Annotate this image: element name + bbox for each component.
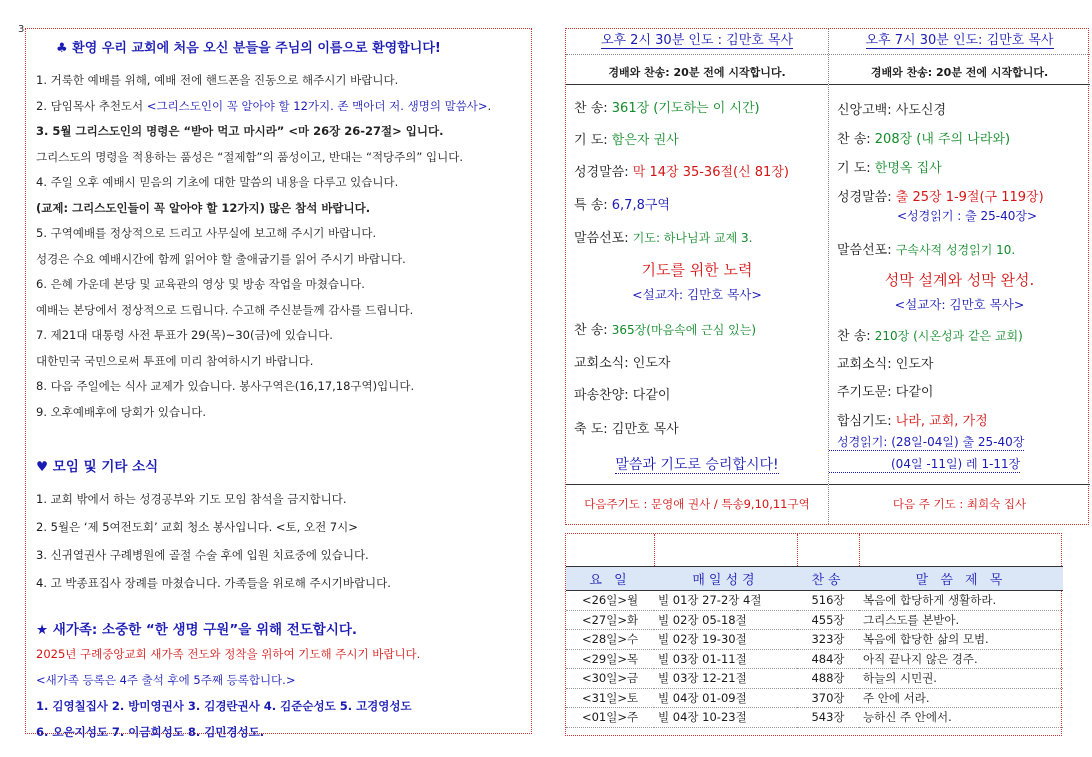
evening-service	[829, 29, 1090, 524]
scripture-row: 성경말씀: 막 14장 35-36절(신 81장)	[574, 165, 789, 180]
passage-cell: 빌 04장 01-09절	[654, 688, 797, 708]
sermon-title: 성막 설계와 성막 완성.	[884, 271, 1035, 289]
title-cell: 아직 끝나지 않은 경주.	[859, 649, 1063, 669]
hymn-cell: 370장	[797, 688, 859, 708]
welcome-title: ♣ 환영 우리 교회에 처음 오신 분들을 주님의 이름으로 환영합니다!	[56, 41, 441, 56]
new-family-names: 6. 오은지성도 7. 이금희성도 8. 김민경성도.	[36, 725, 265, 739]
notice-item: 2. 담임목사 추천도서 <그리스도인이 꼭 알아야 할 12가지. 존 맥아더 저. 생명의 말씀사>.	[36, 98, 492, 113]
welcome-list	[36, 68, 521, 425]
sendoff-row: 파송찬양: 다같이	[574, 388, 671, 403]
day-cell: <31일>토	[566, 688, 654, 708]
day-cell: <26일>월	[566, 591, 654, 611]
news-item: 1. 교회 밖에서 하는 성경공부와 기도 모임 참석을 금지합니다.	[36, 492, 347, 506]
benediction-row: 축 도: 김만호 목사	[574, 422, 679, 437]
table-row	[566, 610, 1063, 630]
table-header-row	[566, 567, 1063, 591]
passage-cell: 빌 02장 19-30절	[654, 630, 797, 650]
title-cell: 복음에 합당한 삶의 모범.	[859, 630, 1063, 650]
church-news-row: 교회소식: 인도자	[574, 356, 671, 371]
news-item: 4. 고 박종표집사 장례를 마쳤습니다. 가족들을 위로해 주시기바랍니다.	[36, 576, 391, 590]
notice-item: 그리스도의 명령을 적용하는 품성은 “절제함”의 품성이고, 반대는 “적당주의” 입니다.	[36, 149, 463, 164]
news-item: 2. 5월은 ‘제 5여전도회’ 교회 청소 봉사입니다. <토, 오전 7시>	[36, 520, 358, 534]
lords-prayer-row: 주기도문: 다같이	[837, 385, 934, 400]
table-row	[566, 649, 1063, 669]
new-family-prayer: 2025년 구례중앙교회 새가족 전도와 정착을 위하여 기도해 주시기 바랍니다.	[36, 647, 421, 661]
day-cell: <29일>목	[566, 649, 654, 669]
table-row	[566, 669, 1063, 689]
table-row	[566, 708, 1063, 728]
hymn-row: 찬 송: 365장(마음속에 근심 있는)	[574, 323, 757, 338]
notice-item: 4. 주일 오후 예배시 믿음의 기초에 대한 말씀의 내용을 다루고 있습니다.	[36, 175, 399, 189]
slogan: 말씀과 기도로 승리합시다!	[615, 457, 779, 473]
special-song-row: 특 송: 6,7,8구역	[574, 198, 670, 213]
afternoon-service	[566, 29, 829, 524]
notice-item: 5. 구역예배를 정상적으로 드리고 사무실에 보고해 주시기 바랍니다.	[36, 226, 377, 240]
table-row	[566, 630, 1063, 650]
col-hymn: 찬송	[797, 567, 859, 591]
praise-notice: 경배와 찬송: 20분 전에 시작합니다.	[566, 55, 828, 85]
sermon-title: 기도를 위한 노력	[641, 261, 753, 279]
col-title: 말 씀 제 목	[859, 567, 1063, 591]
hymn-cell: 516장	[797, 591, 859, 611]
page-number: 3	[18, 24, 25, 35]
notice-item: 성경은 수요 예배시간에 함께 읽어야 할 출애굽기를 읽어 주시기 바랍니다.	[36, 251, 406, 266]
preacher: <설교자: 김만호 목사>	[894, 297, 1025, 312]
praise-notice: 경배와 찬송: 20분 전에 시작합니다.	[829, 55, 1090, 85]
title-cell: 능하신 주 안에서.	[859, 708, 1063, 728]
day-cell: <28일>수	[566, 630, 654, 650]
passage-cell: 빌 02장 05-18절	[654, 610, 797, 630]
preacher: <설교자: 김만호 목사>	[632, 287, 762, 302]
notice-item: 7. 제21대 대통령 사전 투표가 29(목)~30(금)에 있습니다.	[36, 328, 333, 342]
passage-cell: 빌 03장 01-11절	[654, 649, 797, 669]
prayer-row: 기 도: 함은자 권사	[574, 133, 679, 148]
notice-item: (교제: 그리스도인들이 꼭 알아야 할 12가지) 많은 참석 바랍니다.	[36, 200, 371, 215]
hymn-row: 찬 송: 210장 (시온성과 같은 교회)	[837, 329, 1023, 344]
news-item: 3. 신귀열권사 구례병원에 골절 수술 후에 입원 치료중에 있습니다.	[36, 548, 369, 562]
sermon-row: 말씀선포: 구속사적 성경읽기 10.	[837, 243, 1016, 258]
church-news-row: 교회소식: 인도자	[837, 357, 934, 372]
service-header: 오후 7시 30분 인도: 김만호 목사	[829, 29, 1090, 55]
service-header: 오후 2시 30분 인도 : 김만호 목사	[566, 29, 828, 55]
news-list	[36, 485, 521, 597]
notice-item: 1. 거룩한 예배를 위해, 예배 전에 핸드폰을 진동으로 해주시기 바랍니다.	[36, 73, 399, 87]
title-cell: 주 안에 서라.	[859, 688, 1063, 708]
title-cell: 복음에 합당하게 생활하라.	[859, 591, 1063, 611]
daily-bible-table	[565, 533, 1062, 736]
sermon-row: 말씀선포: 기도: 하나님과 교제 3.	[574, 231, 753, 246]
day-cell: <01일>주	[566, 708, 654, 728]
reading-schedule: 성경읽기: (28일-04일) 출 25-40장	[829, 433, 1024, 451]
prayer-row: 기 도: 한명옥 집사	[837, 161, 942, 176]
notice-item: 8. 다음 주일에는 식사 교제가 있습니다. 봉사구역은(16,17,18구역)입니다.	[36, 379, 415, 393]
new-family-title: ★ 새가족: 소중한 “한 생명 구원”을 위해 전도합시다.	[36, 622, 358, 638]
hymn-row: 찬 송: 361장 (기도하는 이 시간)	[574, 101, 760, 116]
table-row	[566, 688, 1063, 708]
hymn-cell: 488장	[797, 669, 859, 689]
passage-cell: 빌 01장 27-2장 4절	[654, 591, 797, 611]
table-spacer	[566, 534, 1061, 566]
notice-item: 예배는 본당에서 정상적으로 드립니다. 수고해 주신분들께 감사를 드립니다.	[36, 302, 414, 317]
creed-row: 신앙고백: 사도신경	[837, 103, 946, 118]
reading-schedule: (04일 -11일) 레 1-11장	[829, 455, 1020, 473]
col-daily-bible: 매일성경	[654, 567, 797, 591]
notice-item: 6. 은혜 가운데 본당 및 교육관의 영상 및 방송 작업을 마쳤습니다.	[36, 277, 365, 291]
passage-cell: 빌 03장 12-21절	[654, 669, 797, 689]
day-cell: <30일>금	[566, 669, 654, 689]
hymn-row: 찬 송: 208장 (내 주의 나라와)	[837, 132, 1011, 147]
new-family-names: 1. 김영칠집사 2. 방미영권사 3. 김경란권사 4. 김준순성도 5. 고경영성도	[36, 699, 412, 713]
next-week-prayer: 다음주기도 : 문영애 권사 / 특송9,10,11구역	[566, 484, 828, 524]
worship-order	[565, 28, 1089, 525]
announcements-panel	[25, 28, 532, 739]
title-cell: 그리스도를 본받아.	[859, 610, 1063, 630]
hymn-cell: 455장	[797, 610, 859, 630]
col-day: 요 일	[566, 567, 654, 591]
joint-prayer-row: 합심기도: 나라, 교회, 가정	[837, 414, 988, 429]
title-cell: 하늘의 시민권.	[859, 669, 1063, 689]
notice-item: 9. 오후예배후에 당회가 있습니다.	[36, 404, 207, 419]
notice-item: 3. 5월 그리스도인의 명령은 “받아 먹고 마시라” <마 26장 26-27절> 입니다.	[36, 124, 444, 138]
news-title: ♥ 모임 및 기타 소식	[36, 459, 159, 475]
passage-cell: 빌 04장 10-23절	[654, 708, 797, 728]
table-row	[566, 591, 1063, 611]
scripture-row: 성경말씀: 출 25장 1-9절(구 119장)	[837, 190, 1044, 205]
day-cell: <27일>화	[566, 610, 654, 630]
hymn-cell: 484장	[797, 649, 859, 669]
hymn-cell: 543장	[797, 708, 859, 728]
reading-table	[566, 566, 1063, 728]
hymn-cell: 323장	[797, 630, 859, 650]
notice-item: 대한민국 국민으로써 투표에 미리 참여하시기 바랍니다.	[36, 353, 314, 368]
new-family-registration: <새가족 등록은 4주 출석 후에 5주째 등록합니다.>	[36, 673, 296, 687]
bible-reading-note: <성경읽기 : 출 25-40장>	[897, 209, 1038, 223]
next-week-prayer: 다음 주 기도 : 최희숙 집사	[829, 484, 1090, 524]
